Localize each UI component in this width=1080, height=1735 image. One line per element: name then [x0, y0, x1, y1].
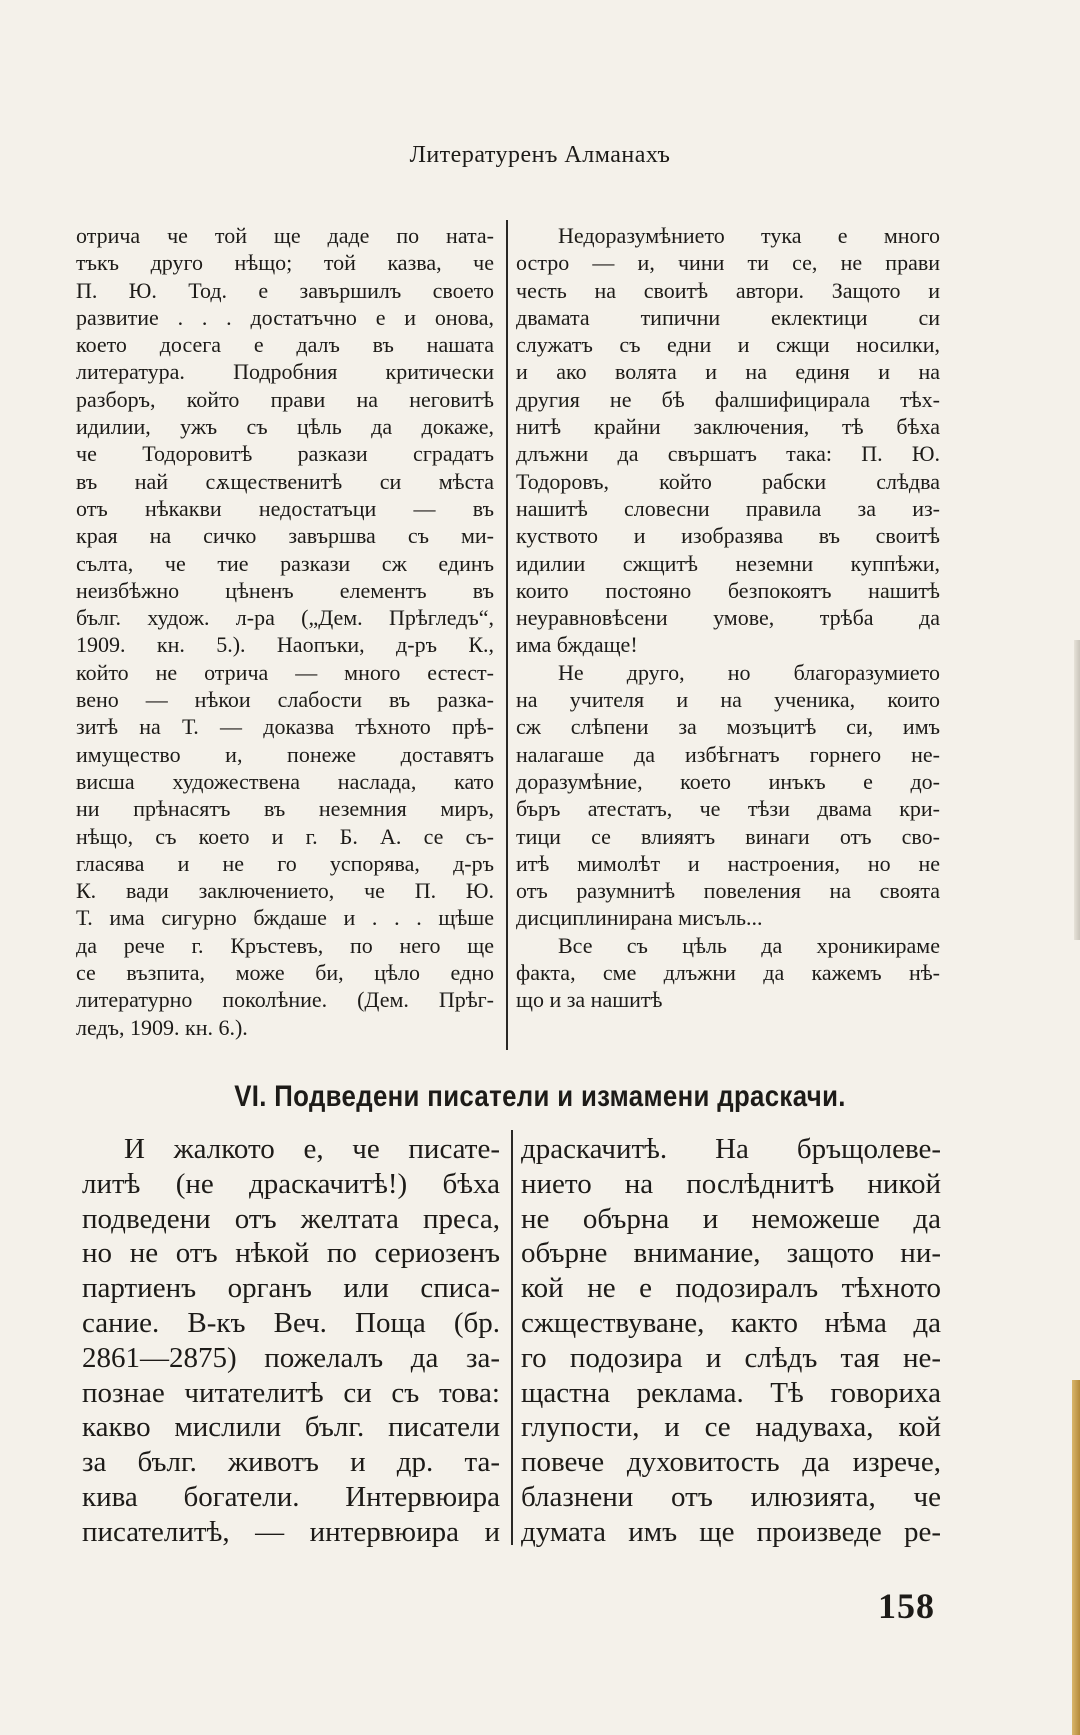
text-line: блазнени отъ илюзията, че: [521, 1480, 941, 1513]
page-edge-binding: [1072, 1380, 1080, 1735]
text-line: нашитѣ словесни правила за из-: [516, 495, 940, 521]
text-line: подведени отъ желтата преса,: [82, 1202, 500, 1235]
text-line: и ако волята и на единя и на: [516, 359, 940, 385]
text-line: вено — нѣкои слабости въ разка-: [76, 687, 494, 713]
text-line: П. Ю. Тод. е завършилъ своето: [76, 277, 494, 303]
text-line: какво мислили бълг. писатели: [82, 1411, 500, 1444]
text-line: куството и изобразява въ своитѣ: [516, 523, 940, 549]
text-line: идилии, ужъ съ цѣль да докаже,: [76, 414, 494, 440]
text-line: не обърна и неможеше да: [521, 1202, 941, 1235]
page-number: 158: [878, 1586, 935, 1626]
text-line: неуравновѣсени умове, трѣба да: [516, 605, 940, 631]
text-line: да рече г. Кръстевъ, по него ще: [76, 932, 494, 958]
text-line: К. вади заключението, че П. Ю.: [76, 878, 494, 904]
text-line: дисциплинирана мисъль...: [516, 905, 763, 931]
text-line: двамата типични еклектици си: [516, 304, 940, 330]
text-line: неизбѣжно цѣненъ елементъ въ: [76, 577, 494, 603]
text-line: края на сичко завършва съ ми-: [76, 523, 494, 549]
text-line: познае читателитѣ си съ това:: [82, 1376, 500, 1409]
text-line: зитѣ на Т. — доказва тѣхното прѣ-: [76, 714, 494, 740]
text-line: литературно поколѣние. (Дем. Прѣг-: [76, 987, 494, 1013]
text-line: има бждаще!: [516, 632, 638, 658]
text-line: 1909. кн. 5.). Наопъки, д-ръ К.,: [76, 632, 494, 658]
bottom-left-column: [82, 1132, 500, 1550]
text-line: 2861—2875) пожелалъ да за-: [82, 1341, 500, 1374]
text-line: И жалкото е, че писате-: [124, 1133, 500, 1165]
text-line: бълг. худож. л-ра („Дем. Прѣгледъ“,: [76, 605, 494, 631]
text-line: Все съ цѣль да хроникираме: [558, 932, 940, 958]
text-line: които постояно безпокоятъ нашитѣ: [516, 577, 940, 603]
text-line: се възпита, може би, цѣло едно: [76, 960, 494, 986]
text-line: факта, сме длъжни да кажемъ нѣ-: [516, 960, 940, 986]
text-line: отъ разумнитѣ повеления на своята: [516, 878, 940, 904]
text-line: кой не е подозиралъ тѣхното: [521, 1272, 941, 1305]
text-line: сж слѣпени за мозъцитѣ си, имъ: [516, 714, 940, 740]
text-line: че Тодоровитѣ разкази сградатъ: [76, 441, 494, 467]
text-line: нитѣ крайни заключения, тѣ бѣха: [516, 414, 940, 440]
text-line: го подозира и слѣдъ тая не-: [521, 1341, 941, 1374]
text-line: разборъ, който прави на неговитѣ: [76, 386, 494, 412]
text-line: Недоразумѣнието тука е много: [558, 223, 940, 248]
text-line: служатъ съ едни и сжщи носилки,: [516, 332, 940, 358]
text-line: обърне внимание, защото ни-: [521, 1237, 941, 1270]
text-line: Т. има сигурно бждаше и . . . щѣше: [76, 905, 494, 931]
text-line: остро — и, чини ти се, не прави: [516, 250, 940, 276]
text-line: литѣ (не драскачитѣ!) бѣха: [82, 1167, 500, 1200]
text-line: длъжни да свършатъ така: П. Ю.: [516, 441, 940, 467]
text-line: отрича че той ще даде по ната-: [76, 223, 494, 248]
text-line: глупости, и се надуваха, кой: [521, 1411, 941, 1444]
text-line: нѣщо, съ което и г. Б. А. се съ-: [76, 823, 494, 849]
text-line: сание. В-къ Веч. Поща (бр.: [82, 1306, 500, 1339]
text-line: имущество и, понеже доставятъ: [76, 741, 494, 767]
top-left-column: [76, 222, 494, 1041]
text-line: сълта, че тие разкази сж единъ: [76, 550, 494, 576]
text-line: що и за нашитѣ: [516, 987, 663, 1013]
text-line: драскачитѣ. На бръщолеве-: [521, 1133, 941, 1165]
text-line: другия не бѣ фалшифицирала тѣх-: [516, 386, 940, 412]
text-line: сжществуване, както нѣма да: [521, 1306, 941, 1339]
text-line: висша художествена наслада, като: [76, 768, 494, 794]
page-edge-shadow: [1074, 640, 1080, 940]
column-divider-top: [506, 220, 508, 1050]
text-line: ледъ, 1909. кн. 6.).: [76, 1014, 248, 1040]
column-divider-bottom: [511, 1130, 513, 1545]
text-line: бъръ атестатъ, че тѣзи двама кри-: [516, 796, 940, 822]
text-line: доразумѣние, което инъкъ е до-: [516, 768, 940, 794]
text-line: въ най сѫщественитѣ си мѣста: [76, 468, 494, 494]
text-line: писателитѣ, — интервюира и: [82, 1515, 500, 1548]
text-line: тици се влияятъ винаги отъ сво-: [516, 823, 940, 849]
text-line: което досега е далъ въ нашата: [76, 332, 494, 358]
text-line: повече духовитость да изрече,: [521, 1446, 941, 1479]
text-line: литература. Подробния критически: [76, 359, 494, 385]
text-line: партиенъ органъ или списа-: [82, 1272, 500, 1305]
text-line: ни прѣнасятъ въ неземния миръ,: [76, 796, 494, 822]
top-right-column: [516, 222, 940, 1014]
bottom-right-column: [521, 1132, 941, 1550]
text-line: за бълг. животъ и др. та-: [82, 1446, 500, 1479]
text-line: на учителя и на ученика, които: [516, 687, 940, 713]
text-line: Не друго, но благоразумието: [558, 659, 940, 685]
section-title: VI. Подведени писатели и измамени драскачи.: [234, 1080, 846, 1113]
text-line: честь на своитѣ автори. Защото и: [516, 277, 940, 303]
text-line: развитие . . . достатъчно е и онова,: [76, 304, 494, 330]
running-header: Литературенъ Алманахъ: [409, 142, 671, 168]
text-line: отъ нѣкакви недостатъци — въ: [76, 495, 494, 521]
text-line: гласява и не го успорява, д-ръ: [76, 850, 494, 876]
text-line: кива богатели. Интервюира: [82, 1480, 500, 1513]
text-line: нието на послѣднитѣ никой: [521, 1167, 941, 1200]
text-line: налагаше да избѣгнатъ горнего не-: [516, 741, 940, 767]
text-line: идилии сжщитѣ неземни куппѣжи,: [516, 550, 940, 576]
text-line: тъкъ друго нѣщо; той казва, че: [76, 250, 494, 276]
text-line: който не отрича — много естест-: [76, 659, 494, 685]
text-line: думата имъ ще произведе ре-: [521, 1515, 941, 1548]
text-line: но не отъ нѣкой по сериозенъ: [82, 1237, 500, 1270]
text-line: Тодоровъ, който рабски слѣдва: [516, 468, 940, 494]
text-line: итѣ мимолѣт и настроения, но не: [516, 850, 940, 876]
text-line: щастна реклама. Тѣ говориха: [521, 1376, 941, 1409]
